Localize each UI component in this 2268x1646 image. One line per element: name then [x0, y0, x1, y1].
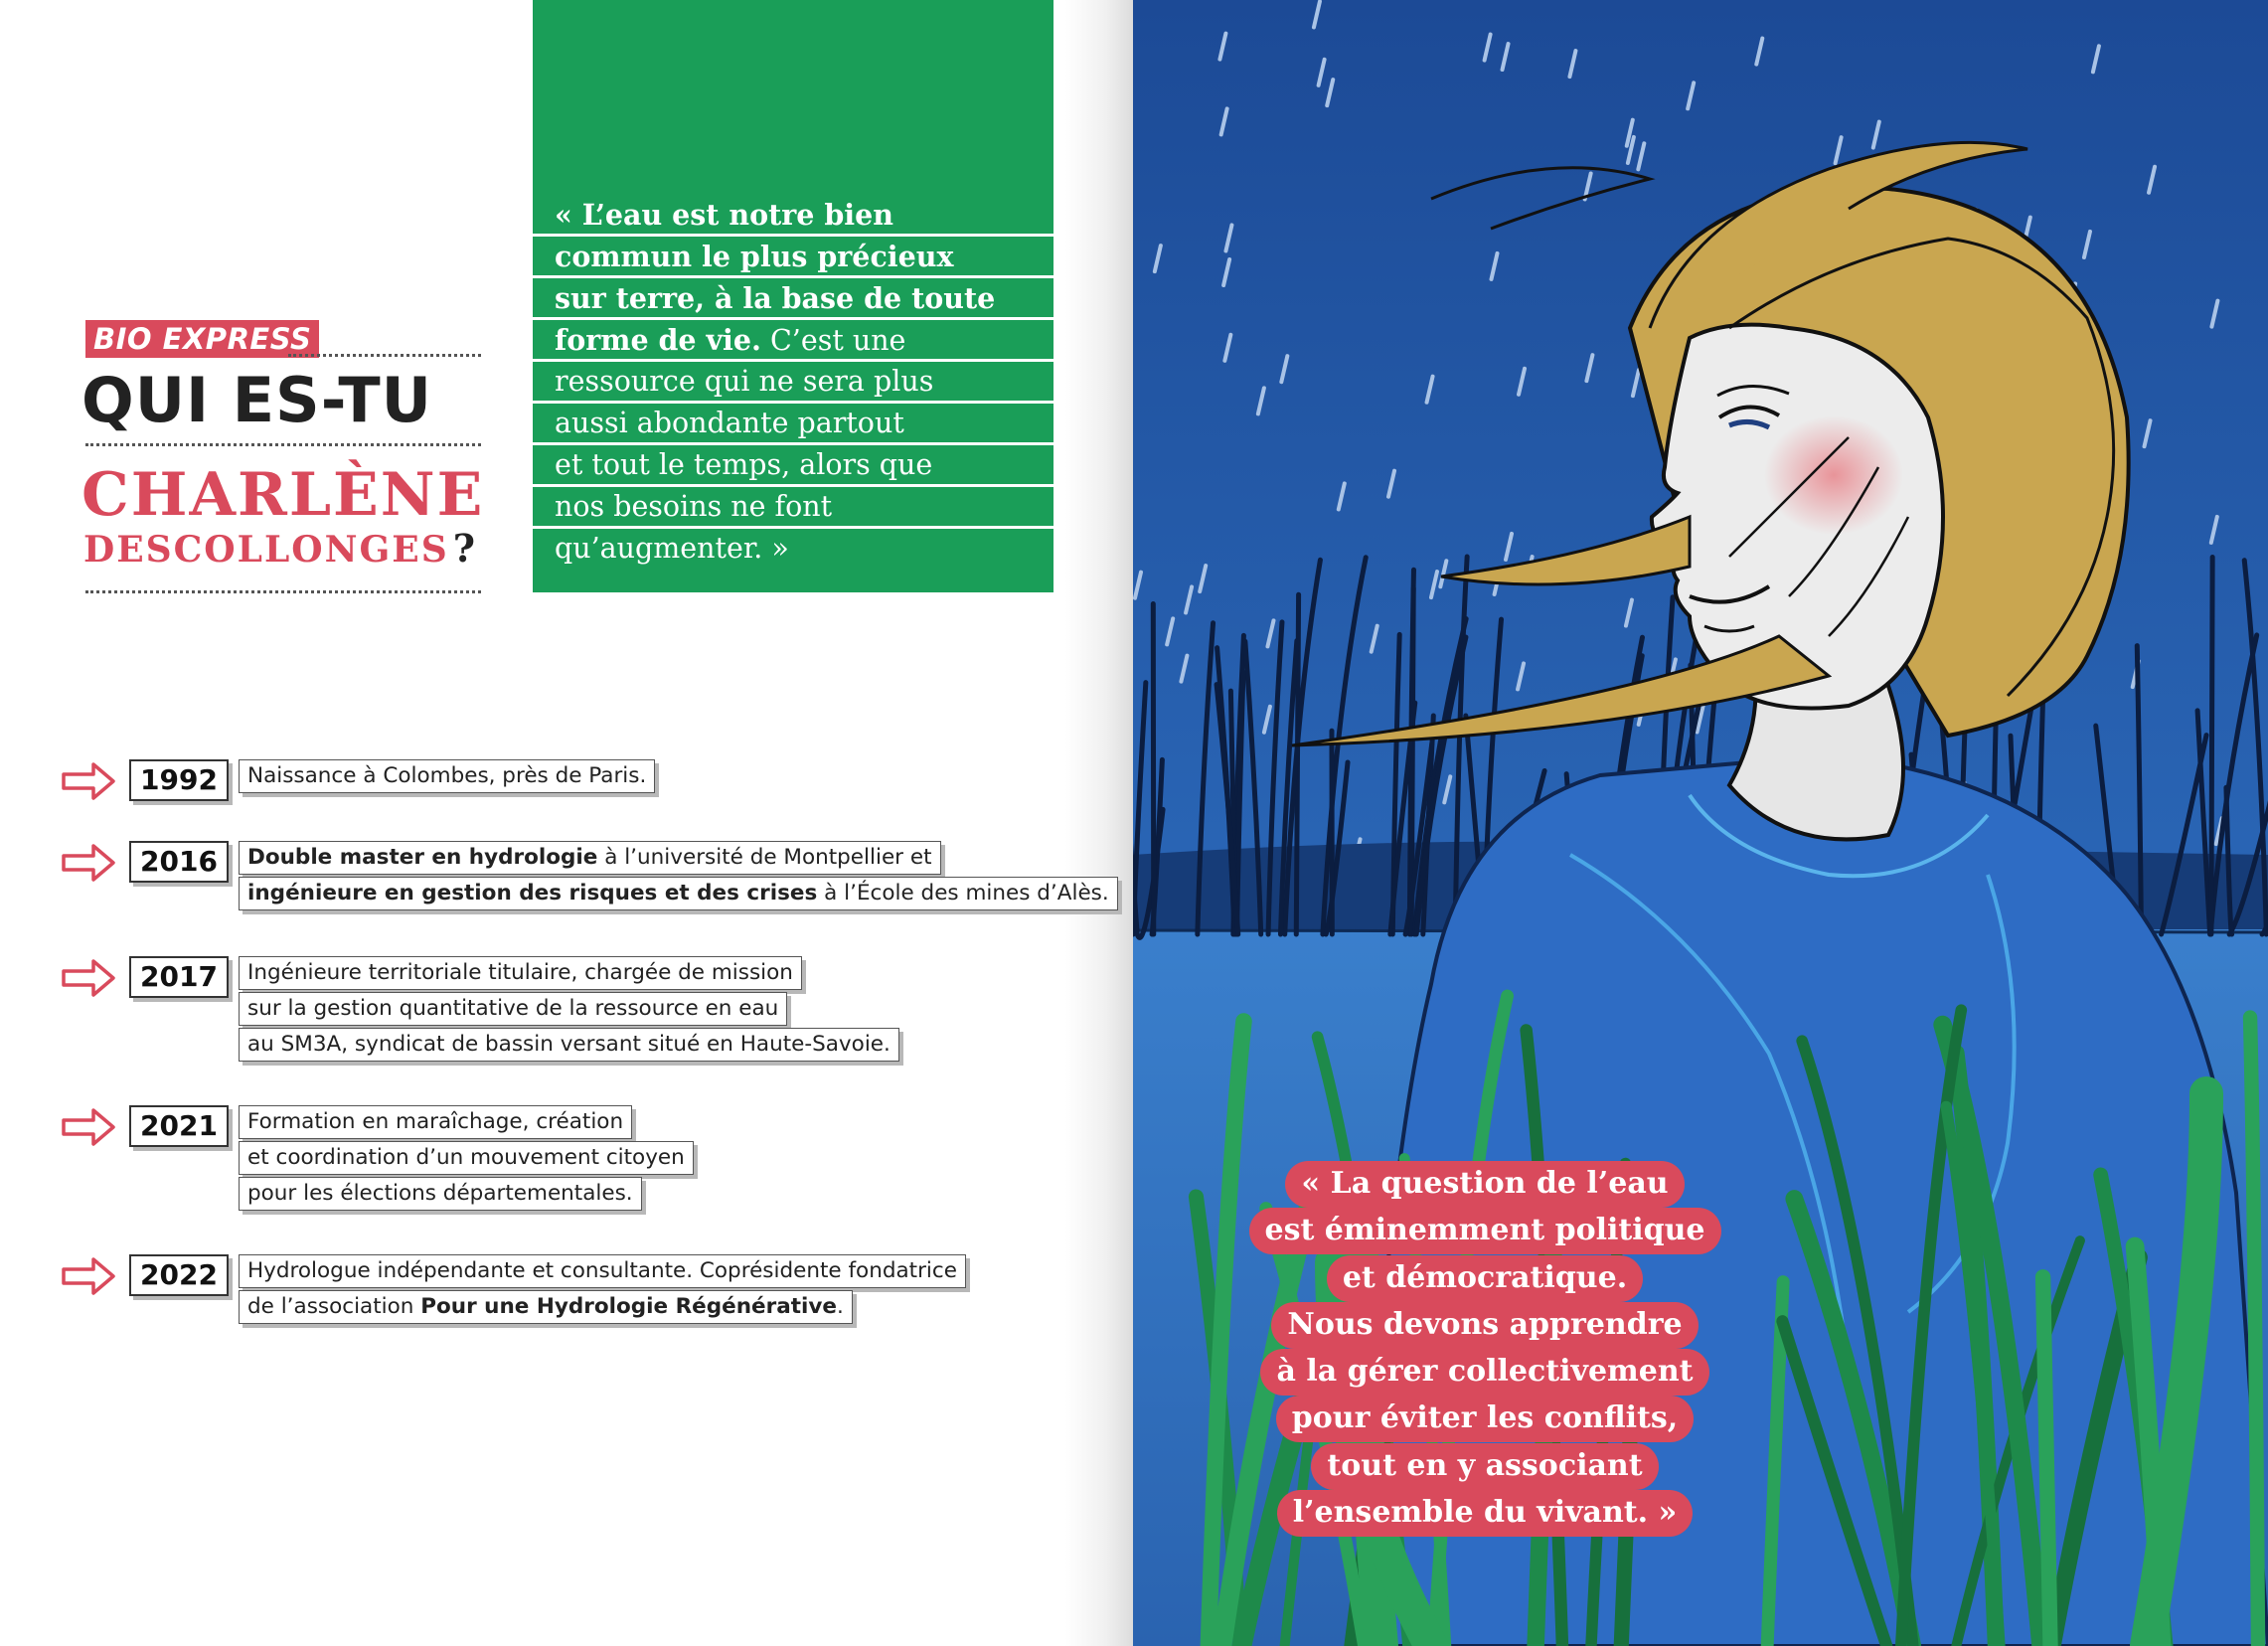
page-gutter	[1065, 0, 1133, 1646]
person-last-name	[83, 527, 477, 572]
timeline-bold: Double master en hydrologie	[247, 845, 598, 870]
timeline-line	[239, 1177, 642, 1211]
intro-quote-line	[533, 487, 1053, 529]
timeline-text: de l’association	[247, 1294, 421, 1319]
divider-dotted	[85, 590, 481, 593]
arrow-right-icon	[60, 759, 117, 803]
intro-quote-text: et tout le temps, alors que	[555, 448, 933, 481]
timeline-text: sur la gestion quantitative de la ressource en eau	[247, 996, 779, 1021]
intro-quote-line	[533, 529, 1053, 571]
arrow-right-icon	[60, 956, 117, 1000]
timeline-text: au SM3A, syndicat de bassin versant situé en Haute-Savoie.	[247, 1032, 891, 1057]
pull-quote-line: tout en y associant	[1311, 1443, 1658, 1490]
intro-quote-line	[533, 320, 1053, 362]
intro-quote-bold: forme de vie.	[555, 323, 761, 357]
timeline-line	[239, 1141, 694, 1175]
pull-quote-line: à la gérer collectivement	[1260, 1349, 1708, 1396]
intro-quote	[533, 195, 1053, 571]
timeline-text: à l’École des mines d’Alès.	[817, 881, 1109, 905]
timeline-description	[239, 841, 1118, 912]
timeline-text: et coordination d’un mouvement citoyen	[247, 1145, 685, 1170]
pull-quote-line: et démocratique.	[1327, 1255, 1643, 1302]
intro-quote-text: ressource qui ne sera plus	[555, 365, 934, 398]
timeline-line	[239, 1254, 966, 1288]
arrow-right-icon	[60, 1105, 117, 1149]
timeline-year: 2017	[129, 956, 229, 998]
timeline-text: à l’université de Montpellier et	[597, 845, 932, 870]
question-mark: ?	[452, 526, 478, 571]
timeline-line	[239, 956, 802, 990]
intro-quote-bold: commun le plus précieux	[555, 240, 954, 273]
pull-quote-line: l’ensemble du vivant. »	[1277, 1490, 1694, 1537]
timeline-description	[239, 1254, 966, 1326]
intro-quote-line	[533, 278, 1053, 320]
intro-quote-line	[533, 195, 1053, 237]
pull-quote-line: pour éviter les conflits,	[1276, 1396, 1694, 1442]
timeline-text: Ingénieure territoriale titulaire, chargée de mission	[247, 960, 793, 985]
timeline-line	[239, 877, 1118, 910]
intro-quote-line	[533, 237, 1053, 278]
timeline-year: 2022	[129, 1254, 229, 1296]
timeline-line	[239, 1028, 899, 1062]
pull-quote	[1236, 1161, 1733, 1537]
timeline-text: Formation en maraîchage, création	[247, 1109, 624, 1134]
pull-quote-row	[1236, 1490, 1733, 1537]
timeline-description	[239, 1105, 694, 1213]
pull-quote-row	[1236, 1302, 1733, 1349]
timeline-line	[239, 1105, 632, 1139]
timeline-text: pour les élections départementales.	[247, 1181, 633, 1206]
pull-quote-row	[1236, 1255, 1733, 1302]
timeline-bold: ingénieure en gestion des risques et des crises	[247, 881, 818, 905]
person-first-name: CHARLÈNE	[81, 460, 485, 530]
intro-quote-line	[533, 404, 1053, 445]
pull-quote-row	[1236, 1161, 1733, 1208]
timeline-year: 2021	[129, 1105, 229, 1147]
page-title: QUI ES-TU	[81, 364, 432, 436]
arrow-right-icon	[60, 841, 117, 885]
timeline-year: 2016	[129, 841, 229, 883]
timeline-line	[239, 759, 655, 793]
intro-quote-line	[533, 445, 1053, 487]
timeline-bold: Pour une Hydrologie Régénérative	[420, 1294, 837, 1319]
divider-dotted	[85, 443, 481, 446]
pull-quote-row	[1236, 1208, 1733, 1254]
timeline-description	[239, 759, 655, 795]
timeline-line	[239, 992, 787, 1026]
timeline-line	[239, 841, 941, 875]
intro-quote-bold: sur terre, à la base de toute	[555, 281, 996, 315]
arrow-right-icon	[60, 1254, 117, 1298]
pull-quote-row	[1236, 1349, 1733, 1396]
intro-quote-line	[533, 362, 1053, 404]
last-name-text: DESCOLLONGES	[83, 529, 449, 571]
intro-quote-text: C’est une	[760, 324, 906, 357]
pull-quote-row	[1236, 1443, 1733, 1490]
timeline-text: Naissance à Colombes, près de Paris.	[247, 763, 647, 788]
intro-quote-text: aussi abondante partout	[555, 407, 904, 439]
intro-quote-bold: « L’eau est notre bien	[555, 198, 893, 232]
divider-dotted	[288, 354, 481, 357]
timeline-text: Hydrologue indépendante et consultante. Coprésidente fondatrice	[247, 1258, 957, 1283]
bio-express-tag: BIO EXPRESS	[85, 320, 319, 358]
intro-quote-text: nos besoins ne font	[555, 490, 833, 523]
pull-quote-row	[1236, 1396, 1733, 1442]
pull-quote-line: Nous devons apprendre	[1271, 1302, 1698, 1349]
pull-quote-line: est éminemment politique	[1249, 1208, 1721, 1254]
pull-quote-line: « La question de l’eau	[1285, 1161, 1684, 1208]
timeline-text: .	[836, 1294, 844, 1319]
timeline-year: 1992	[129, 759, 229, 801]
timeline-line	[239, 1290, 853, 1324]
intro-quote-text: qu’augmenter. »	[555, 532, 789, 565]
timeline-description	[239, 956, 899, 1064]
